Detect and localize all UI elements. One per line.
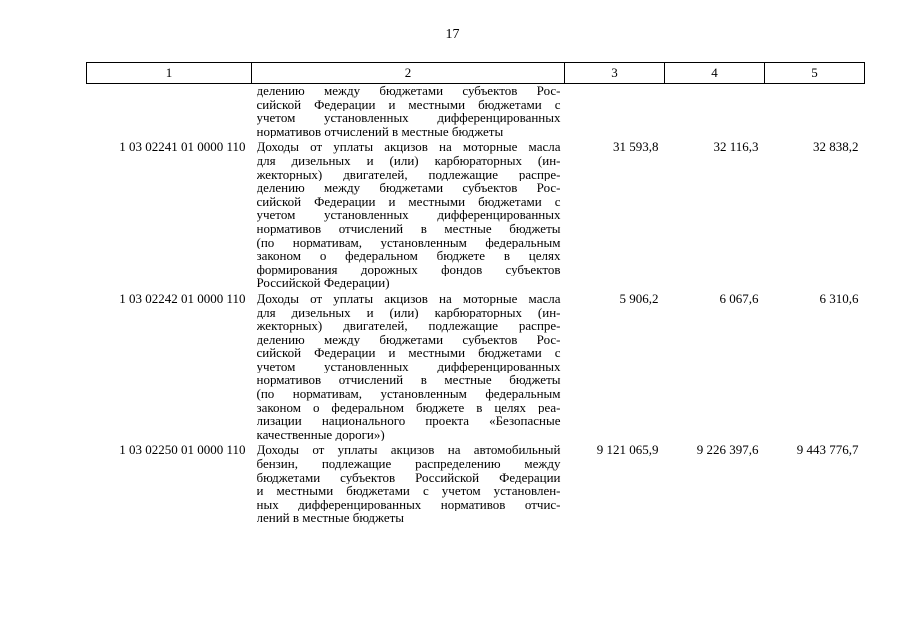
description-line: сийской Федерации и местными бюджетами с [256,194,561,209]
header-col-2: 2 [252,63,565,84]
description-line: Доходы от уплаты акцизов на моторные масла [256,291,561,306]
description-line: жекторных) двигателей, подлежащие распре- [256,319,561,333]
table-row [87,140,865,290]
table-row [87,443,865,525]
description-line: бензин, подлежащие распределению между [256,457,561,471]
amount-year-3: 6 310,6 [819,290,859,306]
revenue-table-container [86,62,864,525]
table-row [87,292,865,442]
revenue-description [252,292,565,442]
description-line: делению между бюджетами субъектов Рос- [256,84,561,98]
description-line: Доходы от уплаты акцизов на автомобильный [256,443,561,458]
amount-year-3 [765,84,865,139]
amount-year-2 [665,84,765,139]
amount-year-2: 9 226 397,6 [696,442,759,458]
description-line: бюджетами субъектов Российской Федерации [256,470,561,485]
description-line: сийской Федерации и местными бюджетами с [256,97,561,112]
description-line: нормативов отчислений в местные бюджеты [256,221,561,236]
description-line: формирования дорожных фондов субъектов [256,262,561,277]
description-line: делению между бюджетами субъектов Рос- [256,332,561,347]
table-row [87,84,865,139]
description-line: учетом установленных дифференцированных [256,359,561,374]
description-line: нормативов отчислений в местные бюджеты [256,124,504,139]
description-line: качественные дороги») [256,427,385,442]
description-line: для дизельных и (или) карбюраторных (ин- [256,305,561,320]
budget-code [87,84,252,139]
revenue-description [252,140,565,290]
description-line: лизации национального проекта «Безопасные [256,414,561,428]
header-col-1: 1 [87,63,252,84]
description-line: законом о федеральном бюджете в целях реа- [256,400,561,415]
page-number: 17 [445,27,460,42]
description-line: сийской Федерации и местными бюджетами с [256,346,561,360]
description-line: законом о федеральном бюджете в целях [256,249,561,263]
description-line: нормативов отчислений в местные бюджеты [256,373,561,388]
header-col-3: 3 [565,63,665,84]
amount-year-2: 32 116,3 [713,139,759,155]
description-line: лений в местные бюджеты [256,511,405,525]
header-col-5: 5 [765,63,865,84]
description-line: Доходы от уплаты акцизов на моторные масла [256,140,561,154]
amount-year-1: 9 121 065,9 [596,442,659,458]
revenue-table [86,62,865,525]
header-col-4: 4 [665,63,765,84]
amount-year-2: 6 067,6 [719,290,759,306]
description-line: (по нормативам, установленным федеральным [256,387,561,401]
description-line: Российской Федерации) [256,276,390,290]
amount-year-1: 5 906,2 [619,290,659,306]
description-line: жекторных) двигателей, подлежащие распре- [256,167,561,182]
description-line: учетом установленных дифференцированных [256,208,561,222]
budget-code: 1 03 02250 01 0000 110 [119,442,246,458]
description-line: (по нормативам, установленным федеральным [256,235,561,250]
amount-year-1 [565,84,665,139]
amount-year-3: 9 443 776,7 [796,442,859,458]
description-line: учетом установленных дифференцированных [256,111,561,125]
header-row [87,63,865,84]
budget-code: 1 03 02242 01 0000 110 [119,290,246,306]
description-line: делению между бюджетами субъектов Рос- [256,181,561,195]
description-line: и местными бюджетами с учетом установлен- [256,484,561,498]
table-body [87,84,865,526]
table-header [87,63,865,84]
budget-code: 1 03 02241 01 0000 110 [119,139,246,155]
description-line: для дизельных и (или) карбюраторных (ин- [256,153,561,168]
revenue-description [252,84,565,139]
amount-year-3: 32 838,2 [813,139,859,155]
description-line: ных дифференцированных нормативов отчис- [256,497,561,512]
amount-year-1: 31 593,8 [613,139,659,155]
revenue-description [252,443,565,525]
